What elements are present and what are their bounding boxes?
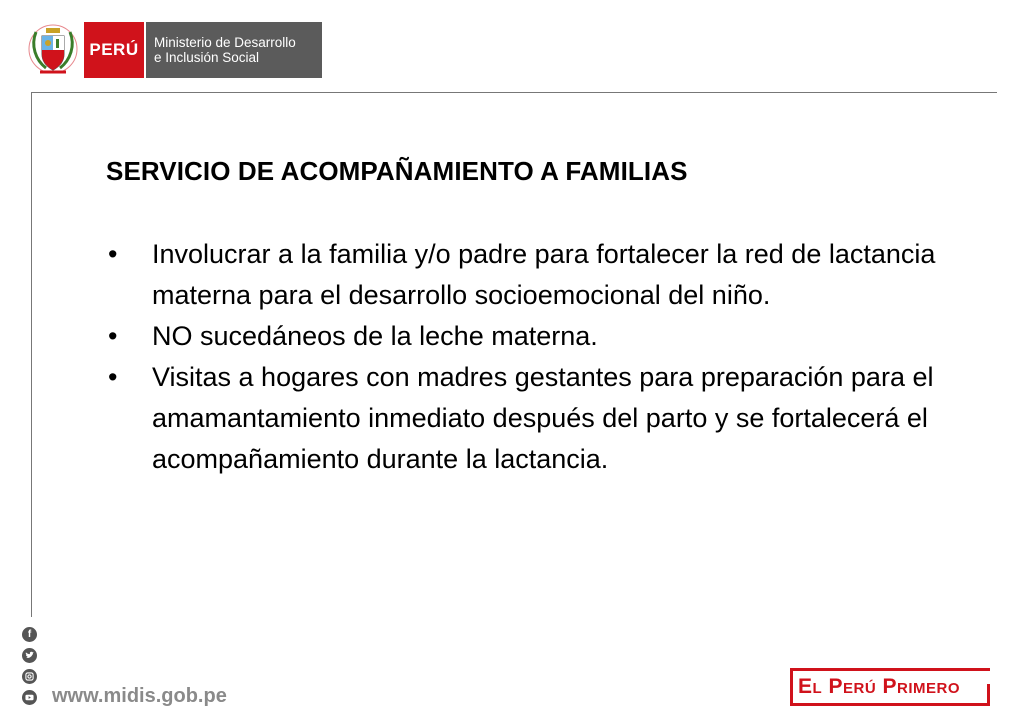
peru-label: PERÚ	[84, 22, 146, 78]
slide-title: SERVICIO DE ACOMPAÑAMIENTO A FAMILIAS	[106, 156, 688, 186]
facebook-icon[interactable]: f	[22, 627, 37, 642]
bullet-item: • NO sucedáneos de la leche materna.	[106, 316, 936, 357]
ministry-line-1: Ministerio de Desarrollo	[154, 35, 296, 50]
website-link[interactable]: www.midis.gob.pe	[52, 685, 227, 707]
brand-text: El Perú Primero	[798, 675, 961, 698]
ministry-line-2: e Inclusión Social	[154, 50, 260, 65]
coat-of-arms-icon	[28, 22, 78, 78]
bullet-list	[106, 234, 936, 480]
youtube-icon[interactable]	[22, 690, 37, 705]
bullet-item: • Involucrar a la familia y/o padre para fortalecer la red de lactancia materna para el desarrollo socioemocional del niño.	[106, 234, 936, 316]
social-icons	[22, 627, 37, 705]
ministry-name	[146, 22, 322, 78]
instagram-icon[interactable]	[22, 669, 37, 684]
bullet-item: • Visitas a hogares con madres gestantes para preparación para el amamantamiento inmediato después del parto y se fortalecerá el acompañamiento durante la lactancia.	[106, 357, 936, 480]
header-logo	[28, 22, 322, 78]
brand-logo	[790, 668, 996, 708]
left-divider	[31, 92, 32, 617]
twitter-icon[interactable]	[22, 648, 37, 663]
top-divider	[31, 92, 997, 93]
